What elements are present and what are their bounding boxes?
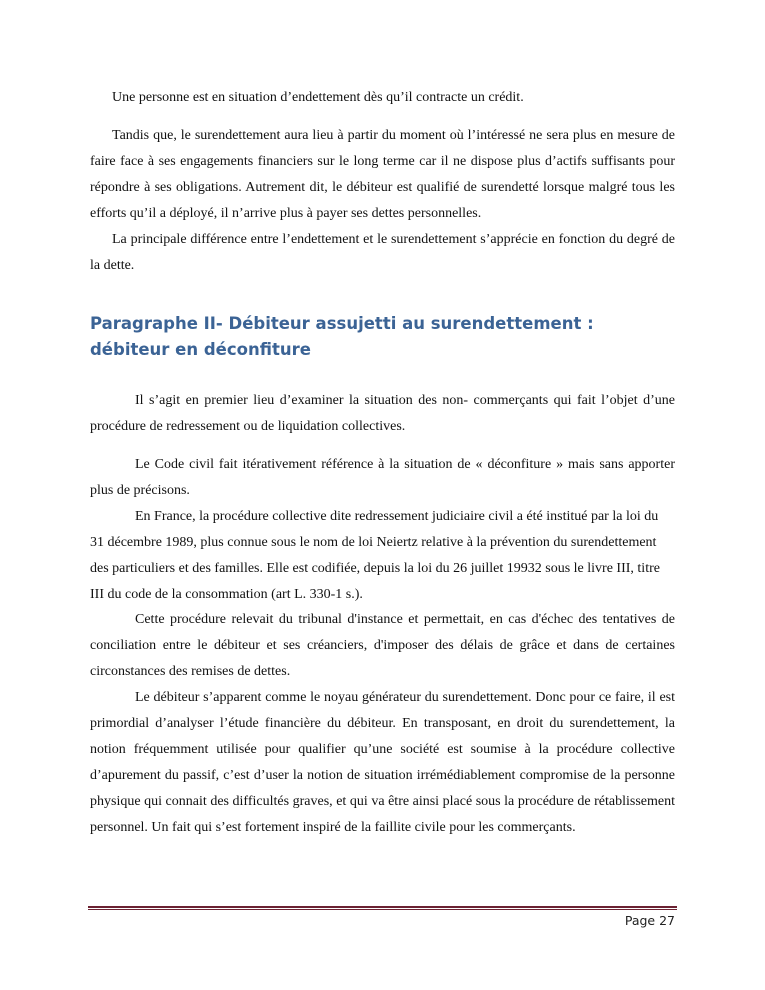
page-number: Page 27 xyxy=(624,913,675,928)
paragraph-1: Il s’agit en premier lieu d’examiner la situation des non- commerçants qui fait l’objet d’une procédure de redressement ou de liquidation collectives. xyxy=(90,393,675,434)
paragraph-intro-1: Une personne est en situation d’endettement dès qu’il contracte un crédit. xyxy=(112,90,524,105)
paragraph-5: Le débiteur s’apparent comme le noyau générateur du surendettement. Donc pour ce faire, il est primordial d’analyser l’étude financière du débiteur. En transposant, en droit du surendettement, la notion fréquemment utilisée pour qualifier qu’une société est soumise à la procédure collective d’apurement du passif, c’est d’user la notion de situation irrémédiablement compromise de la personne physique qui connait des difficultés graves, et qui va être ainsi placé sous la procédure de rétablissement personnel. Un fait qui s’est fortement inspiré de la faillite civile pour les commerçants. xyxy=(90,690,675,835)
paragraph-intro-3: La principale différence entre l’endettement et le surendettement s’apprécie en fonction du degré de la dette. xyxy=(90,232,675,273)
footer-divider xyxy=(88,906,677,910)
paragraph-intro-2: Tandis que, le surendettement aura lieu à partir du moment où l’intéressé ne sera plus en mesure de faire face à ses engagements financiers sur le long terme car il ne dispose plus d’actifs suffisants pour répondre à ses obligations. Autrement dit, le débiteur est qualifié de surendetté lorsque malgré tous les efforts qu’il a déployé, il n’arrive plus à payer ses dettes personnelles. xyxy=(90,128,675,221)
paragraph-2: Le Code civil fait itérativement référence à la situation de « déconfiture » mais sans apporter plus de précisons. xyxy=(90,457,675,498)
paragraph-4: Cette procédure relevait du tribunal d'instance et permettait, en cas d'échec des tentatives de conciliation entre le débiteur et ses créanciers, d'imposer des délais de grâce et dans de certaines circonstances des remises de dettes. xyxy=(90,612,675,679)
section-heading: Paragraphe II- Débiteur assujetti au surendettement : débiteur en déconfiture xyxy=(90,314,594,359)
paragraph-3: En France, la procédure collective dite redressement judiciaire civil a été institué par la loi du 31 décembre 1989, plus connue sous le nom de loi Neiertz relative à la prévention du surendettement des particuliers et des familles. Elle est codifiée, depuis la loi du 26 juillet 19932 sous le livre III, titre III du code de la consommation (art L. 330-1 s.). xyxy=(90,509,660,602)
